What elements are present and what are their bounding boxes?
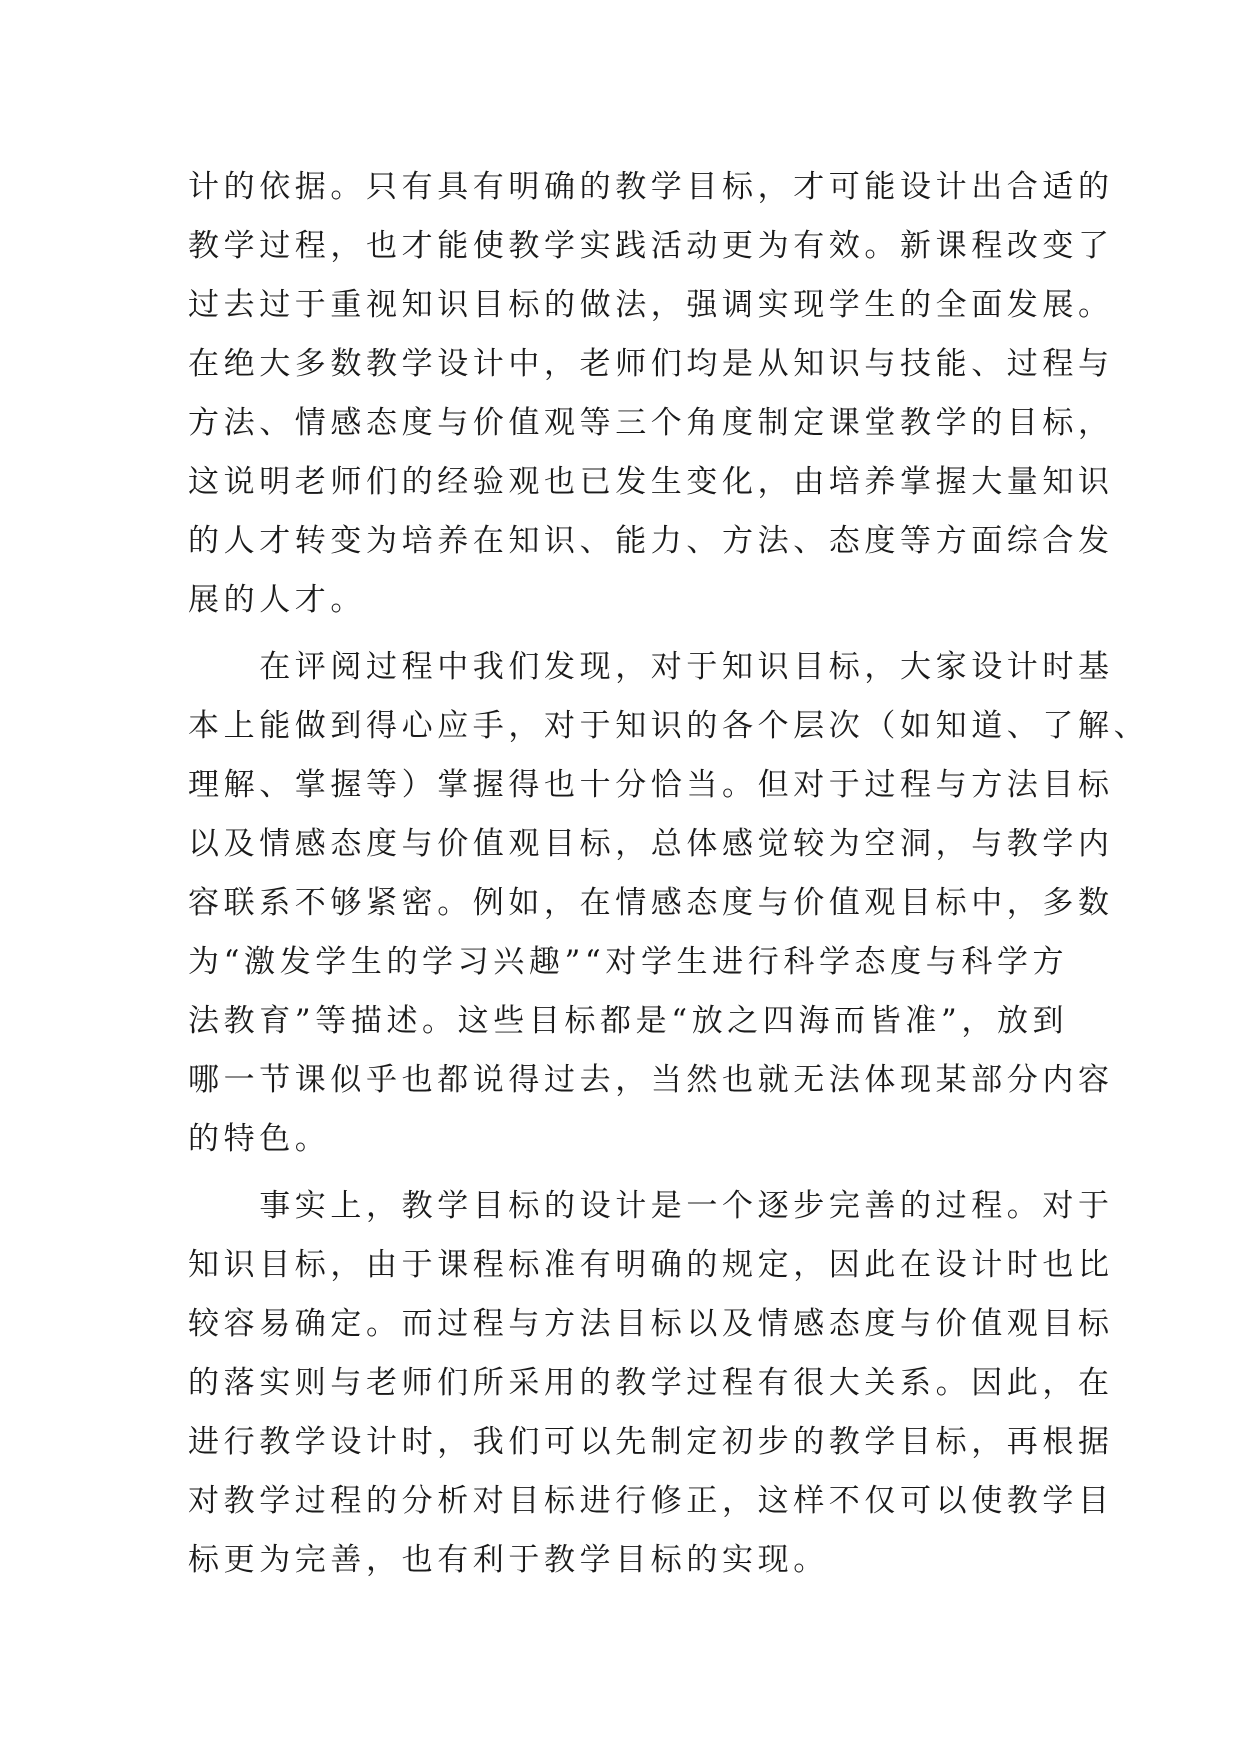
text-line: 对教学过程的分析对目标进行修正，这样不仅可以使教学目 <box>188 1483 1114 1519</box>
text-line: 这说明老师们的经验观也已发生变化，由培养掌握大量知识 <box>188 464 1114 500</box>
paragraph-1 <box>188 158 1114 630</box>
text-line: 以及情感态度与价值观目标，总体感觉较为空洞，与教学内 <box>188 826 1114 862</box>
paragraph-spacer <box>188 630 1063 638</box>
text-line: 理解、掌握等）掌握得也十分恰当。但对于过程与方法目标 <box>188 767 1114 803</box>
text-line: 的人才转变为培养在知识、能力、方法、态度等方面综合发 <box>188 523 1114 559</box>
text-line: 事实上，教学目标的设计是一个逐步完善的过程。对于 <box>188 1188 1114 1224</box>
text-line: 为“激发学生的学习兴趣”“对学生进行科学态度与科学方 <box>188 944 1069 980</box>
text-line: 容联系不够紧密。例如，在情感态度与价值观目标中，多数 <box>188 885 1114 921</box>
text-line: 展的人才。 <box>188 582 366 618</box>
text-line: 方法、情感态度与价值观等三个角度制定课堂教学的目标， <box>188 405 1114 441</box>
text-line: 的落实则与老师们所采用的教学过程有很大关系。因此，在 <box>188 1365 1114 1401</box>
text-line: 本上能做到得心应手，对于知识的各个层次（如知道、了解、 <box>188 708 1150 744</box>
text-line: 法教育”等描述。这些目标都是“放之四海而皆准”，放到 <box>188 1003 1069 1039</box>
text-line: 过去过于重视知识目标的做法，强调实现学生的全面发展。 <box>188 287 1114 323</box>
paragraph-spacer <box>188 1169 1063 1177</box>
text-line: 知识目标，由于课程标准有明确的规定，因此在设计时也比 <box>188 1247 1114 1283</box>
text-line: 计的依据。只有具有明确的教学目标，才可能设计出合适的 <box>188 169 1114 205</box>
text-line: 的特色。 <box>188 1121 331 1157</box>
paragraph-2 <box>188 638 1150 1169</box>
text-line: 进行教学设计时，我们可以先制定初步的教学目标，再根据 <box>188 1424 1114 1460</box>
text-line: 教学过程，也才能使教学实践活动更为有效。新课程改变了 <box>188 228 1114 264</box>
text-line: 标更为完善，也有利于教学目标的实现。 <box>188 1542 829 1578</box>
text-line: 哪一节课似乎也都说得过去，当然也就无法体现某部分内容 <box>188 1062 1114 1098</box>
text-line: 在评阅过程中我们发现，对于知识目标，大家设计时基 <box>188 649 1114 685</box>
text-line: 在绝大多数教学设计中，老师们均是从知识与技能、过程与 <box>188 346 1114 382</box>
body-text <box>188 158 1150 1590</box>
paragraph-3 <box>188 1177 1114 1590</box>
text-line: 较容易确定。而过程与方法目标以及情感态度与价值观目标 <box>188 1306 1114 1342</box>
